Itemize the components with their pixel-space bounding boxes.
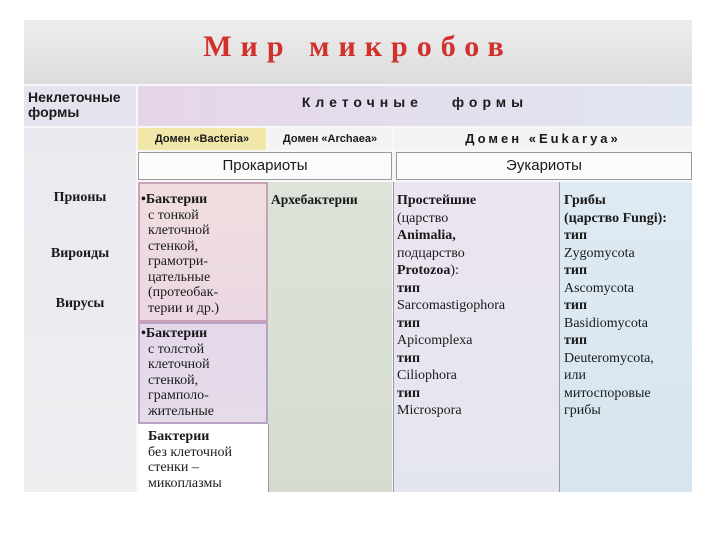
bacteria-title: Бактерии xyxy=(145,326,208,341)
bacteria-description: с тонкой клеточной стенкой, грамотри- цательные (протеобак- терии и др.) xyxy=(148,207,220,316)
fungi-type: Zygomycota xyxy=(564,245,635,261)
fungi-title: Грибы xyxy=(564,193,606,208)
type-label: тип xyxy=(397,385,421,401)
fungi-type-note: или митоспоровые грибы xyxy=(564,368,651,418)
archaea-text: Архебактерии xyxy=(271,192,358,207)
bacteria-gram-negative-text xyxy=(141,192,219,316)
noncellular-header xyxy=(24,86,136,126)
bacteria-title: Бактерии xyxy=(145,192,208,207)
bacteria-gram-positive-text xyxy=(141,326,214,419)
domain-eukarya: Домен «Eukarya» xyxy=(394,128,692,150)
protozoa-type: Microspora xyxy=(397,403,462,418)
protozoa-kingdom: Animalia, xyxy=(397,228,456,243)
protozoa-text xyxy=(397,192,505,420)
protozoa-title: Простейшие xyxy=(397,193,477,208)
type-label: тип xyxy=(397,315,421,331)
noncellular-header-text: Неклеточные формы xyxy=(28,89,121,120)
protozoa-subkingdom-close: ): xyxy=(450,263,459,278)
noncellular-item-viruses: Вирусы xyxy=(55,296,105,311)
fungi-text xyxy=(564,192,667,420)
type-label: тип xyxy=(397,350,421,366)
fungi-kingdom: (царство Fungi): xyxy=(564,210,667,226)
domain-archaea: Домен «Archaea» xyxy=(268,128,392,150)
noncellular-item-viroids: Вироиды xyxy=(50,246,110,261)
cellular-header: Клеточные формы xyxy=(301,94,529,110)
bullet: • xyxy=(141,326,146,341)
protozoa-type: Apicomplexa xyxy=(397,333,473,348)
fungi-type: Basidiomycota xyxy=(564,315,648,331)
type-label: тип xyxy=(397,280,421,296)
column-divider xyxy=(559,182,560,492)
domain-bacteria: Домен «Bacteria» xyxy=(138,128,266,150)
bacteria-title: Бактерии xyxy=(148,429,210,444)
type-label: тип xyxy=(564,333,588,348)
bacteria-no-wall-text xyxy=(148,429,232,491)
fungi-type: Deuteromycota, xyxy=(564,350,654,366)
protozoa-kingdom-line: (царство xyxy=(397,210,449,226)
page-title: Мир микробов xyxy=(203,30,513,63)
protozoa-subkingdom: Protozoa xyxy=(397,263,451,278)
group-eukaryotes: Эукариоты xyxy=(396,152,692,180)
group-prokaryotes: Прокариоты xyxy=(138,152,392,180)
bullet: • xyxy=(141,192,146,207)
bacteria-description: без клеточной стенки – микоплазмы xyxy=(148,444,232,491)
protozoa-type: Ciliophora xyxy=(397,368,457,383)
protozoa-type: Sarcomastigophora xyxy=(397,298,506,313)
column-divider xyxy=(393,182,394,492)
type-label: тип xyxy=(564,263,588,278)
type-label: тип xyxy=(564,228,588,243)
protozoa-subkingdom-line: подцарство xyxy=(397,245,465,261)
type-label: тип xyxy=(564,298,588,313)
noncellular-item-prions: Прионы xyxy=(53,190,107,205)
column-divider xyxy=(268,424,269,492)
fungi-type: Ascomycota xyxy=(564,280,634,296)
bacteria-description: с толстой клеточной стенкой, грамполо- жительные xyxy=(148,341,214,419)
archaea-column xyxy=(268,182,392,492)
